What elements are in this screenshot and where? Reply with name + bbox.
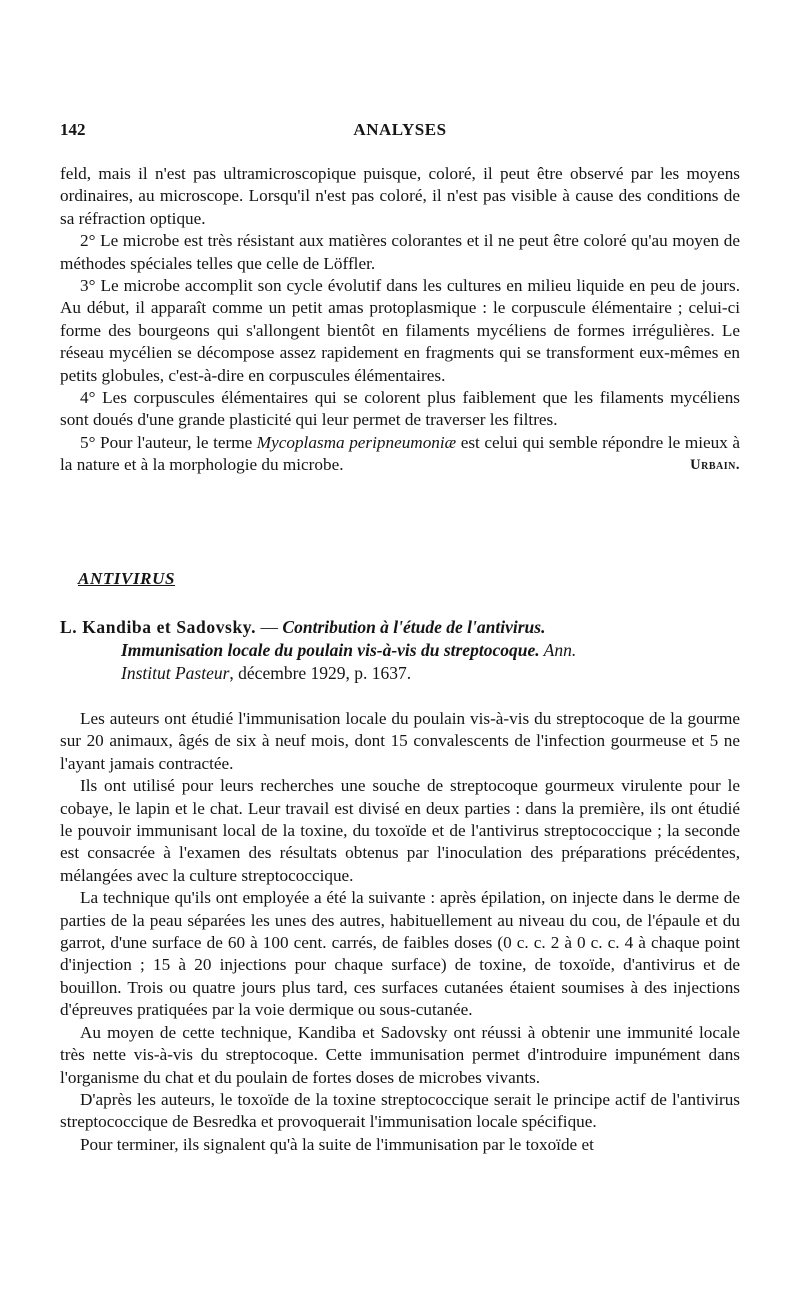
page-number: 142 <box>60 120 86 139</box>
paragraph: 2° Le microbe est très résistant aux matières colorantes et il ne peut être coloré qu'au moyen de méthodes spéciales telles que celle de Löffler. <box>60 231 740 273</box>
citation-dash: — <box>256 617 283 637</box>
citation-line <box>60 662 750 685</box>
section-heading: ANTIVIRUS <box>78 569 176 588</box>
paragraph: Ils ont utilisé pour leurs recherches une souche de streptocoque gourmeux virulente pour le cobaye, le lapin et le chat. Leur travail est divisé en deux parties : dans la première, ils ont étudié le pouvoir immunisant local de la toxine, du toxoïde et de l'antivirus streptococcique ; la seconde est consacrée à l'examen des résultats obtenus par l'inoculation des préparations précédentes, mélangées avec la culture streptococcique. <box>60 776 740 885</box>
paragraph: 4° Les corpuscules élémentaires qui se colorent plus faiblement que les filaments mycéliens sont doués d'une grande plasticité qui leur permet de traverser les filtres. <box>60 388 740 430</box>
citation-journal: Institut Pasteur <box>121 663 230 683</box>
paragraph-conclusion <box>60 432 740 477</box>
citation-line <box>60 616 750 639</box>
citation-journal-abbrev: Ann. <box>539 640 577 660</box>
paragraph: Au moyen de cette technique, Kandiba et Sadovsky ont réussi à obtenir une immunité locale très nette vis-à-vis du streptocoque. Cette immunisation permet d'introduire impunément dans l'organisme du chat et du poulain de fortes doses de microbes vivants. <box>60 1022 740 1087</box>
reviewer-signature: Urbain. <box>690 457 740 474</box>
species-name: Mycoplasma peripneumoniæ <box>256 432 457 452</box>
antivirus-analysis-body <box>60 708 740 1156</box>
paragraph: 3° Le microbe accomplit son cycle évolutif dans les cultures en milieu liquide en peu de jours. Au début, il apparaît comme un petit amas protoplasmique : le corpuscule élémentaire ; celui-ci forme des bourgeons qui s'allongent bientôt en filaments mycéliens de formes irrégulières. Le réseau mycélien se décompose assez rapidement en fragments qui se transforment eux-mêmes en petits globules, c'est-à-dire en corpuscules élémentaires. <box>60 276 740 385</box>
paragraph: D'après les auteurs, le toxoïde de la toxine streptococcique serait le principe actif de l'antivirus streptococcique de Besredka et provoquerait l'immunisation locale spécifique. <box>60 1089 740 1132</box>
citation-authors: L. Kandiba et Sadovsky. <box>60 617 257 637</box>
citation-title: Contribution à l'étude de l'antivirus. <box>282 617 546 637</box>
article-citation <box>60 616 750 685</box>
citation-line <box>60 639 750 662</box>
paragraph: Les auteurs ont étudié l'immunisation locale du poulain vis-à-vis du streptocoque de la gourme sur 20 animaux, âgés de six à neuf mois, dont 15 convalescents de l'infection gourmeuse et 5 ne l'ayant jamais contractée. <box>60 709 740 773</box>
previous-analysis-continuation <box>60 163 740 477</box>
page-header <box>60 120 740 144</box>
conclusion-text-end: est celui qui semble répondre le mieux à la nature et à la morphologie du microbe. <box>60 432 740 475</box>
paragraph: La technique qu'ils ont employée a été la suivante : après épilation, on injecte dans le derme de parties de la peau séparées les unes des autres, habituellement au niveau du cou, de l'épaule et du garrot, d'une surface de 60 à 100 cent. carrés, de faibles doses (0 c. c. 2 à 0 c. c. 4 à chaque point d'injection ; 15 à 20 injections pour chaque surface) de toxine, de toxoïde, d'antivirus et de bouillon. Trois ou quatre jours plus tard, ces surfaces cutanées étaient soumises à des injections d'épreuves pratiquées par la voie dermique ou sous-cutanée. <box>60 888 740 1020</box>
running-title: ANALYSES <box>353 120 447 139</box>
citation-subtitle: Immunisation locale du poulain vis-à-vis du streptocoque. <box>121 640 540 660</box>
paragraph: Pour terminer, ils signalent qu'à la suite de l'immunisation par le toxoïde et <box>80 1134 594 1154</box>
conclusion-text-start: 5° Pour l'auteur, le terme <box>80 432 257 452</box>
paragraph: feld, mais il n'est pas ultramicroscopique puisque, coloré, il peut être observé par les moyens ordinaires, au microscope. Lorsqu'il n'est pas coloré, il n'est pas visible à cause des conditions de sa réfraction optique. <box>60 164 740 228</box>
citation-date-page: , décembre 1929, p. 1637. <box>229 663 412 683</box>
